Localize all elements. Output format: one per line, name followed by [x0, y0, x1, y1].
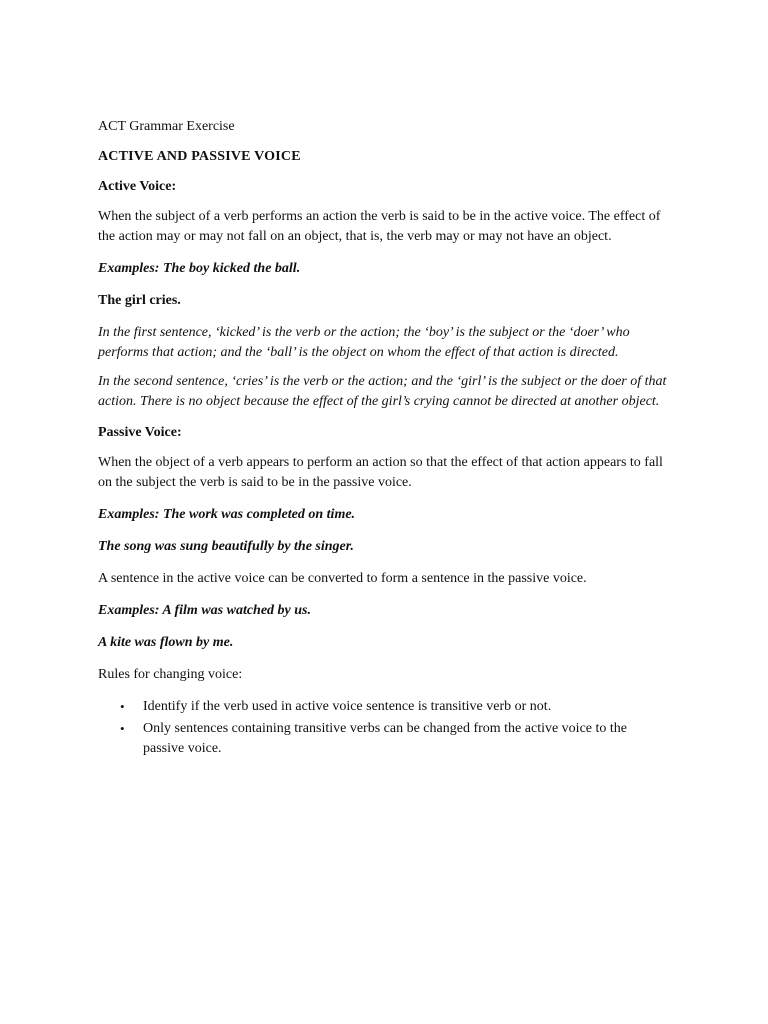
passive-voice-example-3: Examples: A film was watched by us. — [98, 603, 311, 618]
rules-heading: Rules for changing voice: — [98, 667, 243, 682]
passive-voice-example-4: A kite was flown by me. — [98, 635, 234, 650]
rules-list — [98, 697, 670, 760]
bullet-icon: • — [120, 720, 125, 736]
rule-text: Identify if the verb used in active voice sentence is transitive verb or not. — [143, 699, 552, 714]
document-title: ACTIVE AND PASSIVE VOICE — [98, 149, 301, 164]
passive-voice-example-1: Examples: The work was completed on time. — [98, 507, 356, 522]
bullet-icon: • — [120, 699, 125, 714]
passive-voice-example-2: The song was sung beautifully by the singer. — [98, 539, 354, 554]
passive-voice-heading: Passive Voice: — [98, 425, 182, 440]
document-body — [98, 117, 670, 761]
active-voice-explanation-1: In the first sentence, ‘kicked’ is the verb or the action; the ‘boy’ is the subject or the ‘doer’ who performs that action; and the ‘ball’ is the object on whom the effect of that action is directed. — [98, 325, 630, 360]
active-voice-heading: Active Voice: — [98, 179, 177, 194]
active-voice-example-1: Examples: The boy kicked the ball. — [98, 261, 301, 276]
conversion-note: A sentence in the active voice can be converted to form a sentence in the passive voice. — [98, 571, 587, 586]
rule-text: Only sentences containing transitive verbs can be changed from the active voice to the passive voice. — [143, 720, 627, 756]
active-voice-example-2: The girl cries. — [98, 293, 181, 308]
active-voice-explanation-2: In the second sentence, ‘cries’ is the verb or the action; and the ‘girl’ is the subject or the doer of that action. There is no object because the effect of the girl’s crying cannot be directed at another object. — [98, 374, 667, 409]
rules-list-item — [98, 719, 670, 760]
active-voice-definition: When the subject of a verb performs an action the verb is said to be in the active voice. The effect of the action may or may not fall on an object, that is, the verb may or may not have an object. — [98, 209, 661, 244]
passive-voice-definition: When the object of a verb appears to perform an action so that the effect of that action appears to fall on the subject the verb is said to be in the passive voice. — [98, 455, 663, 490]
document-header: ACT Grammar Exercise — [98, 119, 235, 134]
rules-list-item — [98, 697, 670, 718]
